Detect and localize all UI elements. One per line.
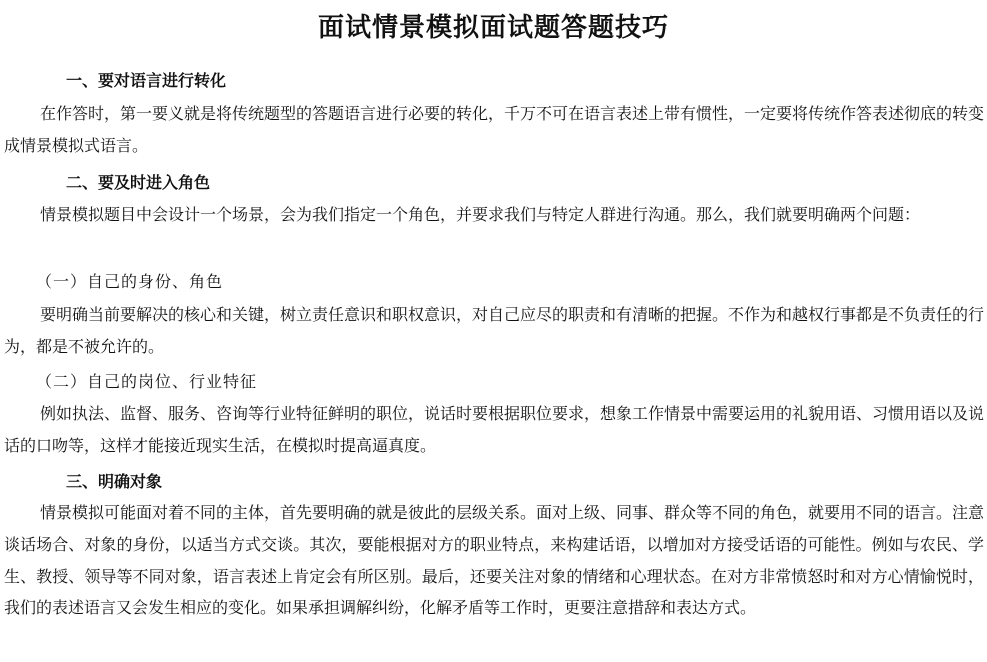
section-2-sub-2-body: 例如执法、监督、服务、咨询等行业特征鲜明的职位，说话时要根据职位要求，想象工作情景中需要运用的礼貌用语、习惯用语以及说话的口吻等，这样才能接近现实生活，在模拟时提高逼真度。 [4, 404, 985, 455]
section-2-sub-1-body: 要明确当前要解决的核心和关键，树立责任意识和职权意识，对自己应尽的职责和有清晰的把握。不作为和越权行事都是不负责任的行为，都是不被允许的。 [4, 305, 985, 356]
document-title: 面试情景模拟面试题答题技巧 [317, 13, 669, 43]
section-3-body: 情景模拟可能面对着不同的主体，首先要明确的就是彼此的层级关系。面对上级、同事、群众等不同的角色，就要用不同的语言。注意谈话场合、对象的身份，以适当方式交谈。其次，要能根据对方的职业特点，来构建话语，以增加对方接受话语的可能性。例如与农民、学生、教授、领导等不同对象，语言表述上肯定会有所区别。最后，还要关注对象的情绪和心理状态。在对方非常愤怒时和对方心情愉悦时，我们的表述语言又会发生相应的变化。如果承担调解纠纷，化解矛盾等工作时，更要注意措辞和表达方式。 [4, 503, 985, 618]
section-1-heading: 一、要对语言进行转化 [66, 71, 227, 90]
section-2-sub-1-heading: （一）自己的身份、角色 [36, 272, 224, 291]
section-3-heading: 三、明确对象 [66, 472, 163, 491]
section-1-body: 在作答时，第一要义就是将传统题型的答题语言进行必要的转化，千万不可在语言表述上带有惯性，一定要将传统作答表述彻底的转变成情景模拟式语言。 [4, 104, 985, 155]
section-2-body: 情景模拟题目中会设计一个场景，会为我们指定一个角色，并要求我们与特定人群进行沟通。那么，我们就要明确两个问题： [40, 205, 921, 224]
section-2-heading: 二、要及时进入角色 [66, 173, 211, 192]
section-2-sub-2-heading: （二）自己的岗位、行业特征 [36, 372, 258, 391]
